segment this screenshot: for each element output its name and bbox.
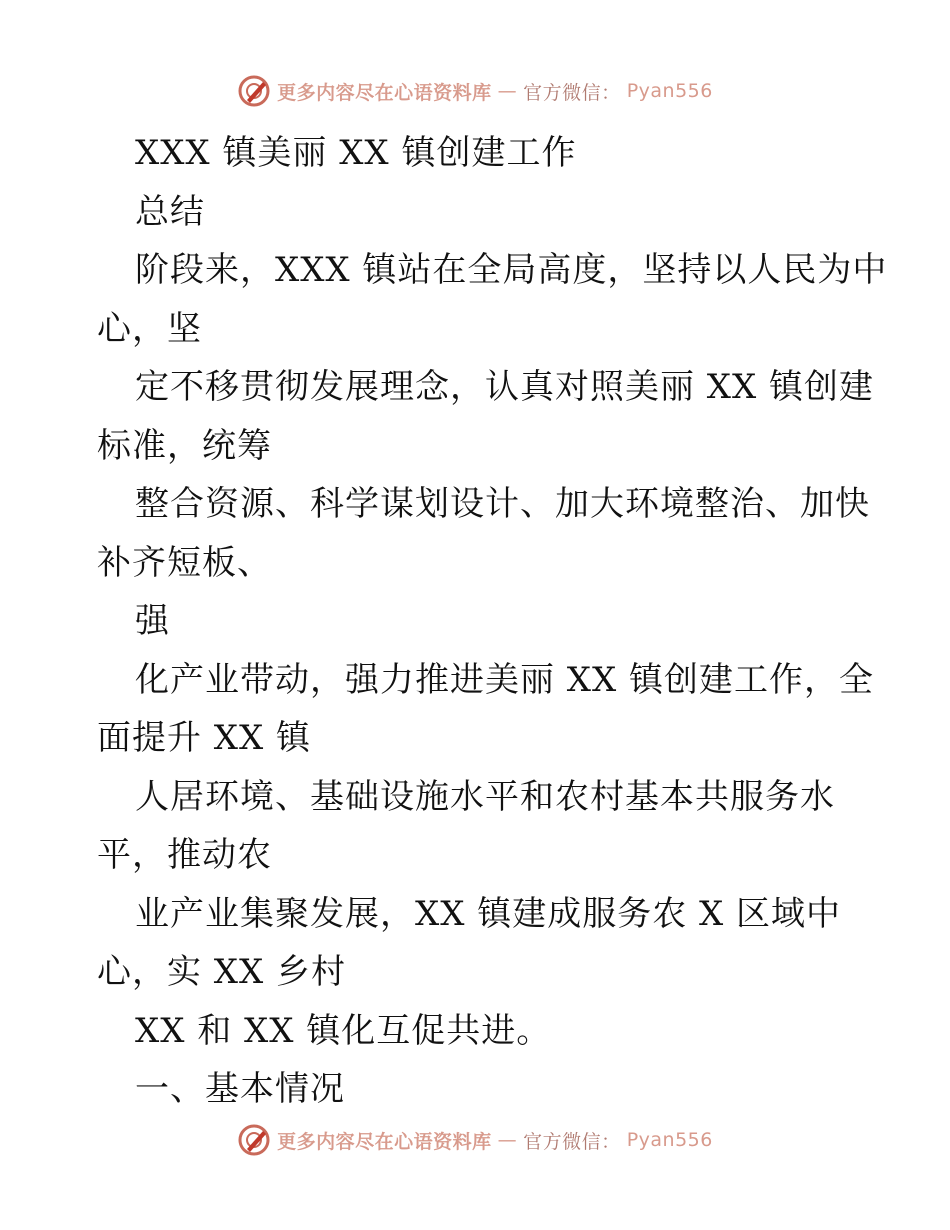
pen-logo-icon xyxy=(237,74,271,108)
watermark-dash: — xyxy=(497,80,518,102)
section-heading: 一、基本情况 xyxy=(135,1069,345,1109)
paragraph-line: 心，坚 xyxy=(97,308,202,349)
paragraph-line: 标准，统筹 xyxy=(97,425,272,466)
paragraph-line: 平，推动农 xyxy=(97,835,272,875)
paragraph-line: 业产业集聚发展，XX 镇建成服务农 X 区域中 xyxy=(135,893,842,934)
watermark-wechat-id: Pyan556 xyxy=(626,1129,713,1151)
paragraph-line: 面提升 XX 镇 xyxy=(97,718,312,758)
paragraph-line: 强 xyxy=(135,601,170,641)
watermark-wechat-id: Pyan556 xyxy=(626,80,713,102)
paragraph-line: 定不移贯彻发展理念，认真对照美丽 XX 镇创建 xyxy=(135,367,875,407)
header-watermark xyxy=(0,74,950,108)
watermark-wechat-label: 官方微信： xyxy=(523,81,621,104)
paragraph-line: 补齐短板、 xyxy=(97,542,272,583)
footer-watermark xyxy=(0,1123,950,1157)
paragraph-line: 化产业带动，强力推进美丽 XX 镇创建工作，全 xyxy=(135,659,875,700)
watermark-dash: — xyxy=(497,1129,518,1151)
doc-title-line: 总结 xyxy=(135,191,205,232)
paragraph-line: XX 和 XX 镇化互促共进。 xyxy=(135,1010,552,1051)
paragraph-line: 心，实 XX 乡村 xyxy=(97,952,347,992)
paragraph-line: 阶段来，XXX 镇站在全局高度，坚持以人民为中 xyxy=(135,250,888,290)
paragraph-line: 人居环境、基础设施水平和农村基本共服务水 xyxy=(135,776,835,817)
doc-title-line: XXX 镇美丽 XX 镇创建工作 xyxy=(135,133,577,173)
paragraph-line: 整合资源、科学谋划设计、加大环境整治、加快 xyxy=(135,484,870,524)
pen-logo-icon xyxy=(237,1123,271,1157)
watermark-wechat-label: 官方微信： xyxy=(523,1130,621,1153)
document-body xyxy=(97,124,888,1119)
watermark-text: 更多内容尽在心语资料库 xyxy=(277,1130,492,1153)
watermark-text: 更多内容尽在心语资料库 xyxy=(277,81,492,104)
